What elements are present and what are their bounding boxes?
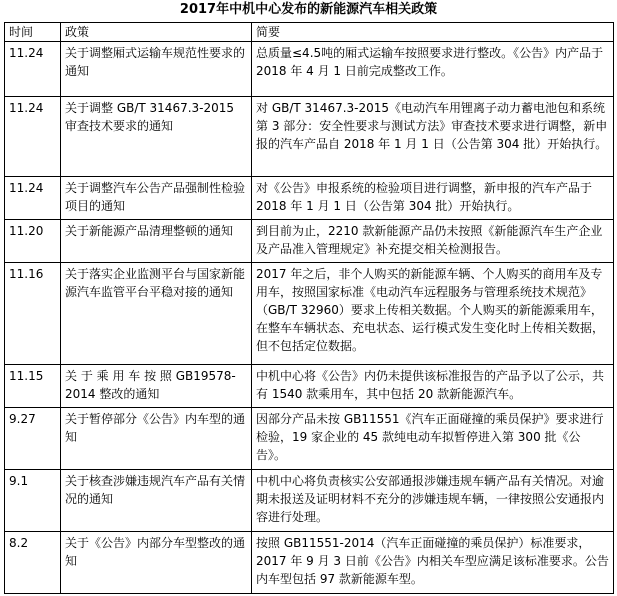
row-summary: 到目前为止，2210 款新能源产品仍未按照《新能源汽车生产企业及产品准入管理规定》补充提交相关检测报告。 xyxy=(252,220,614,263)
row-date: 9.27 xyxy=(5,408,61,470)
row-date: 11.24 xyxy=(5,177,61,220)
row-date: 11.24 xyxy=(5,42,61,97)
row-summary: 因部分产品未按 GB11551《汽车正面碰撞的乘员保护》要求进行检验，19 家企业的 45 款纯电动车拟暂停进入第 300 批《公告》。 xyxy=(252,408,614,470)
table-row xyxy=(5,263,614,365)
row-summary: 总质量≤4.5吨的厢式运输车按照要求进行整改。《公告》内产品于 2018 年 4 月 1 日前完成整改工作。 xyxy=(252,42,614,97)
header-date: 时间 xyxy=(5,23,61,42)
row-summary: 按照 GB11551-2014（汽车正面碰撞的乘员保护）标准要求，2017 年 9 月 3 日前《公告》内相关车型应满足该标准要求。公告内车型包括 97 款新能源车型。 xyxy=(252,532,614,594)
row-summary: 对 GB/T 31467.3-2015《电动汽车用锂离子动力蓄电池包和系统 第 3 部分：安全性要求与测试方法》审查技术要求进行调整，新申报的汽车产品自 2018 年 1 月 1 日（公告第 304 批）开始执行。 xyxy=(252,97,614,177)
header-summary: 简要 xyxy=(252,23,614,42)
table-row xyxy=(5,470,614,532)
row-date: 11.16 xyxy=(5,263,61,365)
row-date: 11.24 xyxy=(5,97,61,177)
row-date: 9.1 xyxy=(5,470,61,532)
row-summary: 中机中心将《公告》内仍未提供该标准报告的产品予以了公示，共有 1540 款乘用车，其中包括 20 款新能源汽车。 xyxy=(252,365,614,408)
row-policy: 关于调整厢式运输车规范性要求的通知 xyxy=(61,42,252,97)
row-summary: 2017 年之后，非个人购买的新能源车辆、个人购买的商用车及专用车，按照国家标准《电动汽车远程服务与管理系统技术规范》（GB/T 32960）要求上传相关数据。个人购买的新能源乘用车，在整车车辆状态、充电状态、运行模式发生变化时上传相关数据，但不包括定位数据。 xyxy=(252,263,614,365)
row-policy: 关于核查涉嫌违规汽车产品有关情况的通知 xyxy=(61,470,252,532)
table-title: 2017年中机中心发布的新能源汽车相关政策 xyxy=(179,2,438,17)
row-date: 11.15 xyxy=(5,365,61,408)
table-row xyxy=(5,408,614,470)
row-date: 8.2 xyxy=(5,532,61,594)
table-row xyxy=(5,220,614,263)
table-row xyxy=(5,97,614,177)
row-policy: 关于调整汽车公告产品强制性检验项目的通知 xyxy=(61,177,252,220)
row-policy: 关于《公告》内部分车型整改的通知 xyxy=(61,532,252,594)
row-policy: 关于落实企业监测平台与国家新能源汽车监管平台平稳对接的通知 xyxy=(61,263,252,365)
table-row xyxy=(5,42,614,97)
table-row xyxy=(5,365,614,408)
row-date: 11.20 xyxy=(5,220,61,263)
row-policy: 关于暂停部分《公告》内车型的通知 xyxy=(61,408,252,470)
header-policy: 政策 xyxy=(61,23,252,42)
table-row xyxy=(5,177,614,220)
row-policy: 关于新能源产品清理整顿的通知 xyxy=(61,220,252,263)
policy-table xyxy=(4,22,614,594)
header-row xyxy=(5,23,614,42)
table-row xyxy=(5,532,614,594)
row-summary: 对《公告》申报系统的检验项目进行调整，新申报的汽车产品于 2018 年 1 月 1 日（公告第 304 批）开始执行。 xyxy=(252,177,614,220)
row-summary: 中机中心将负责核实公安部通报涉嫌违规车辆产品有关情况。对逾期未报送及证明材料不充分的涉嫌违规车辆，一律按照公安通报内容进行处理。 xyxy=(252,470,614,532)
row-policy: 关 于 乘 用 车 按 照 GB19578-2014 整改的通知 xyxy=(61,365,252,408)
row-policy: 关于调整 GB/T 31467.3-2015 审查技术要求的通知 xyxy=(61,97,252,177)
